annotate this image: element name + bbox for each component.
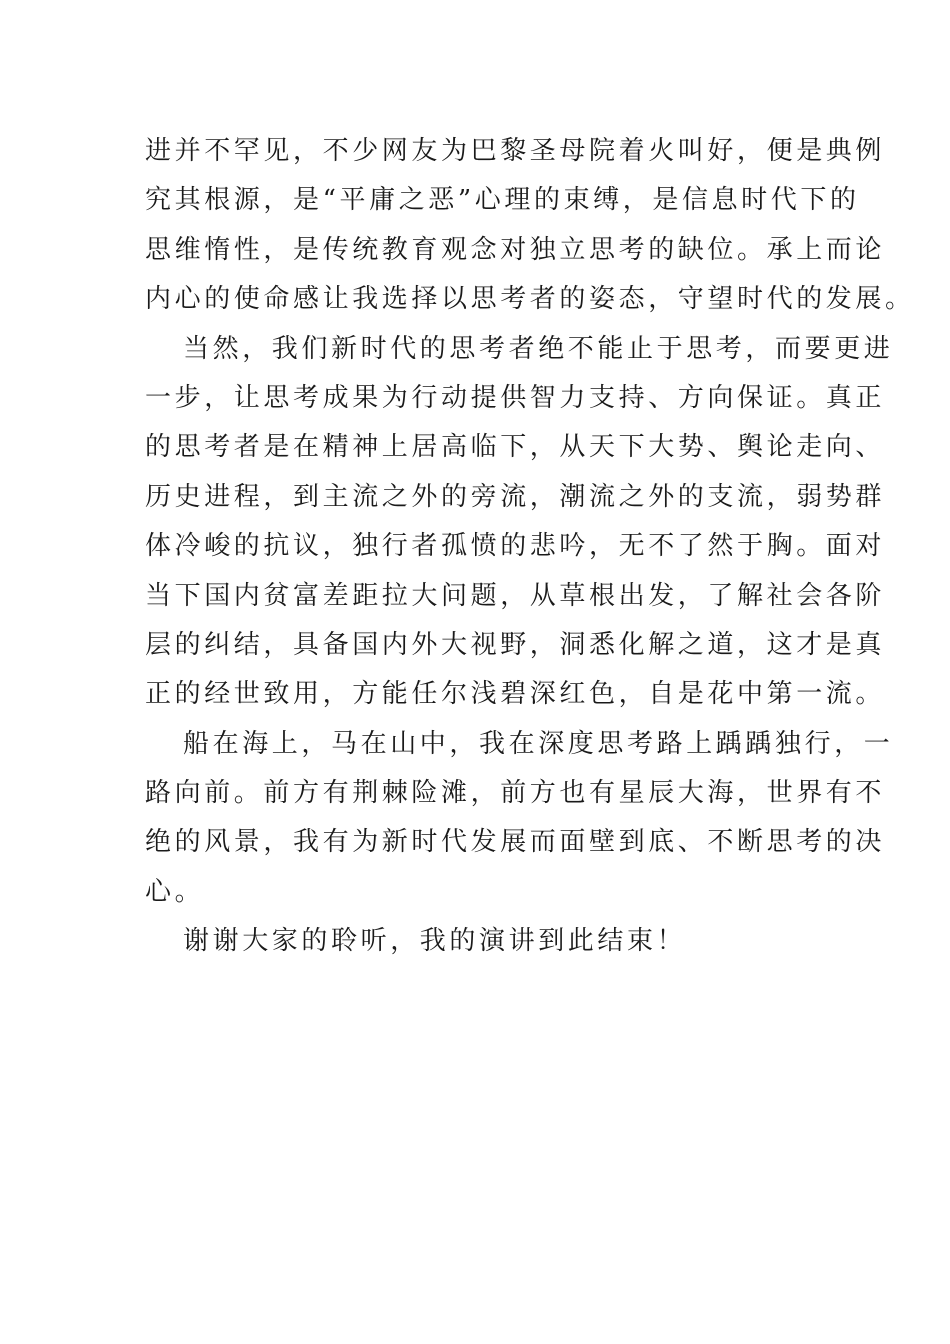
text-line: 船在海上，马在山中，我在深度思考路上踽踽独行，一 — [183, 728, 894, 759]
text-line: 思维惰性，是传统教育观念对独立思考的缺位。承上而论 — [145, 234, 886, 265]
text-line: 当下国内贫富差距拉大问题，从草根出发，了解社会各阶 — [145, 580, 886, 611]
text-line: 路向前。前方有荆棘险滩，前方也有星辰大海，世界有不 — [145, 778, 886, 809]
text-line: 历史进程，到主流之外的旁流，潮流之外的支流，弱势群 — [145, 481, 886, 512]
text-line: 心。 — [145, 876, 205, 907]
paragraph-3 — [145, 720, 894, 918]
text-line: 层的纠结，具备国内外大视野，洞悉化解之道，这才是真 — [145, 629, 886, 660]
text-line: 体冷峻的抗议，独行者孤愤的悲吟，无不了然于胸。面对 — [145, 531, 886, 562]
text-line: 的思考者是在精神上居高临下，从天下大势、舆论走向、 — [145, 432, 886, 463]
paragraph-1 — [145, 127, 915, 325]
text-line: 谢谢大家的聆听，我的演讲到此结束！ — [183, 926, 687, 957]
paragraph-4 — [145, 917, 811, 966]
text-line: 一步，让思考成果为行动提供智力支持、方向保证。真正 — [145, 382, 886, 413]
text-line: 内心的使命感让我选择以思考者的姿态，守望时代的发展。 — [145, 284, 915, 315]
text-line: 绝的风景，我有为新时代发展而面壁到底、不断思考的决 — [145, 827, 886, 858]
paragraph-2 — [145, 325, 894, 720]
text-line: 正的经世致用，方能任尔浅碧深红色，自是花中第一流。 — [145, 679, 886, 710]
text-line: 进并不罕见，不少网友为巴黎圣母院着火叫好，便是典例 — [145, 136, 886, 166]
text-line: 当然，我们新时代的思考者绝不能止于思考，而要更进 — [183, 333, 894, 364]
text-line: 究其根源，是“平庸之恶”心理的束缚，是信息时代下的 — [145, 185, 860, 216]
speech-text — [145, 127, 915, 967]
